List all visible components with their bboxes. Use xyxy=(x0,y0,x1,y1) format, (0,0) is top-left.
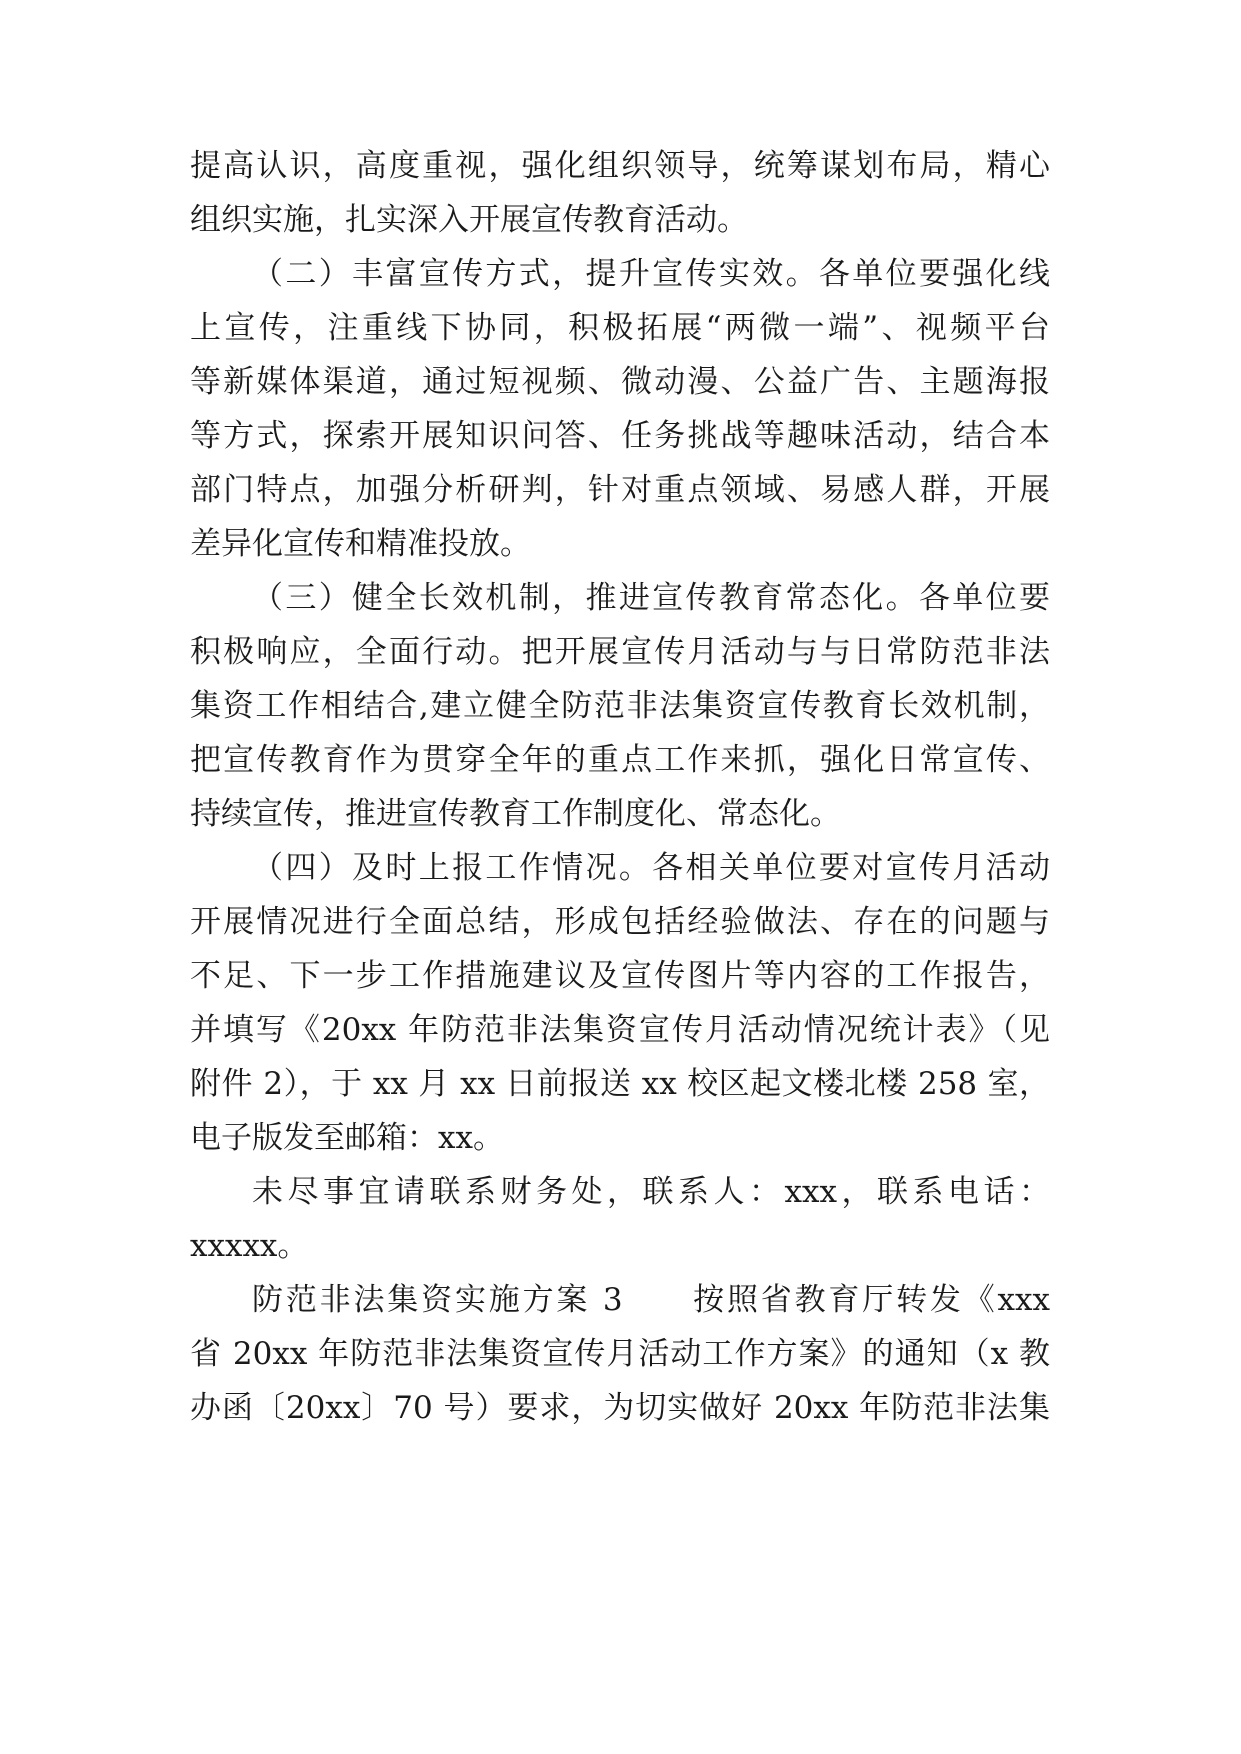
paragraph-line: 部门特点，加强分析研判，针对重点领域、易感人群，开展 xyxy=(190,472,1050,508)
paragraph-line: 提高认识，高度重视，强化组织领导，统筹谋划布局，精心 xyxy=(190,148,1050,184)
paragraph-line: 等新媒体渠道，通过短视频、微动漫、公益广告、主题海报 xyxy=(190,364,1050,400)
paragraph-line: （四）及时上报工作情况。各相关单位要对宣传月活动 xyxy=(252,850,1050,886)
paragraph-line: （三）健全长效机制，推进宣传教育常态化。各单位要 xyxy=(252,580,1050,616)
paragraph-line: 开展情况进行全面总结，形成包括经验做法、存在的问题与 xyxy=(190,904,1050,940)
paragraph-line: 积极响应，全面行动。把开展宣传月活动与与日常防范非法 xyxy=(190,634,1050,670)
paragraph-line: （二）丰富宣传方式，提升宣传实效。各单位要强化线 xyxy=(252,256,1050,292)
paragraph-line: 省 20xx 年防范非法集资宣传月活动工作方案》的通知（x 教 xyxy=(190,1336,1050,1372)
paragraph-line: 不足、下一步工作措施建议及宣传图片等内容的工作报告， xyxy=(190,958,1050,994)
paragraph-line: 办函〔20xx〕70 号）要求，为切实做好 20xx 年防范非法集 xyxy=(190,1390,1050,1426)
paragraph-line: 附件 2），于 xx 月 xx 日前报送 xx 校区起文楼北楼 258 室， xyxy=(190,1066,1050,1102)
paragraph-line: 差异化宣传和精准投放。 xyxy=(190,526,531,562)
paragraph-line: 防范非法集资实施方案 3 按照省教育厅转发《xxx xyxy=(252,1282,1050,1318)
paragraph-line: 集资工作相结合,建立健全防范非法集资宣传教育长效机制， xyxy=(190,688,1050,724)
paragraph-line: 等方式，探索开展知识问答、任务挑战等趣味活动，结合本 xyxy=(190,418,1050,454)
paragraph-line: 电子版发至邮箱：xx。 xyxy=(190,1120,504,1156)
paragraph-line: 未尽事宜请联系财务处，联系人：xxx，联系电话： xyxy=(252,1174,1050,1210)
paragraph-line: 并填写《20xx 年防范非法集资宣传月活动情况统计表》（见 xyxy=(190,1012,1050,1048)
paragraph-line: xxxxx。 xyxy=(190,1228,309,1264)
paragraph-line: 上宣传，注重线下协同，积极拓展“两微一端”、视频平台 xyxy=(190,310,1050,346)
paragraph-line: 持续宣传，推进宣传教育工作制度化、常态化。 xyxy=(190,796,841,832)
paragraph-line: 组织实施，扎实深入开展宣传教育活动。 xyxy=(190,202,748,238)
paragraph-line: 把宣传教育作为贯穿全年的重点工作来抓，强化日常宣传、 xyxy=(190,742,1050,778)
